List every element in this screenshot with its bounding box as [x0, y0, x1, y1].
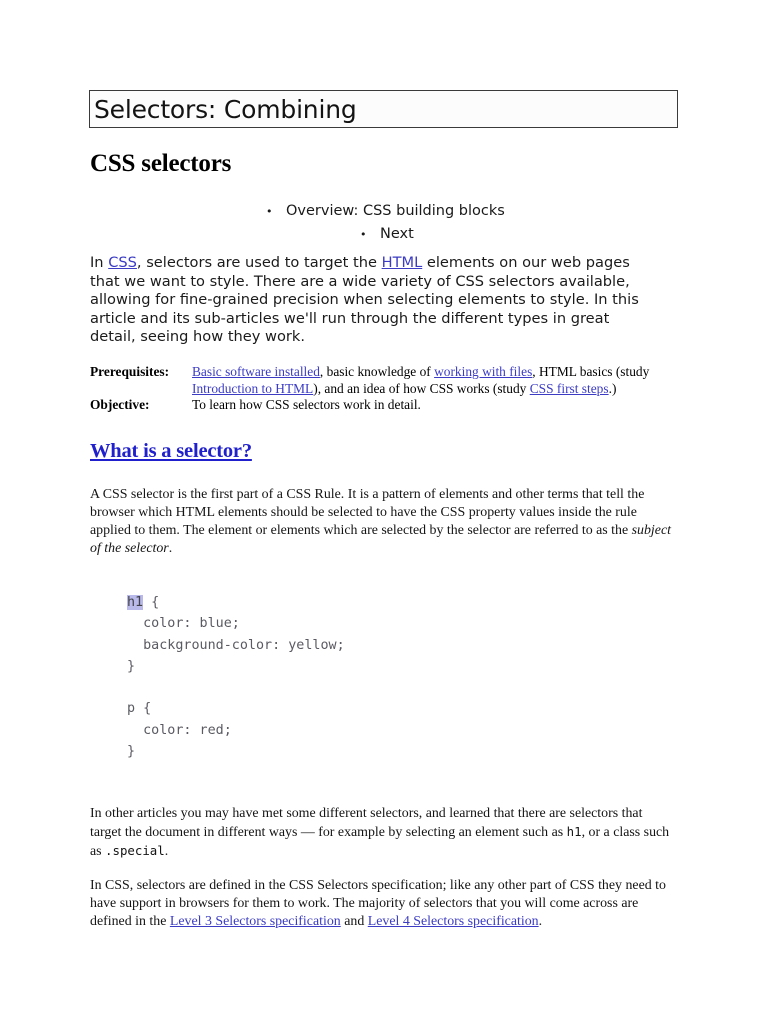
- link-level-4-selectors-specification[interactable]: Level 4 Selectors specification: [367, 914, 539, 929]
- breadcrumb-nav-list: [0, 200, 768, 246]
- inline-code-h1: h1: [566, 824, 582, 839]
- code-rule2-close: }: [127, 744, 136, 760]
- inline-code-special: .special: [105, 843, 165, 858]
- para3-text-a: In CSS, selectors are defined in the CSS Selectors specification; like any other part of CSS they need to have support in browsers for them to work. The majority of selectors that you will come across are defined in the: [90, 878, 666, 929]
- link-html[interactable]: HTML: [381, 254, 423, 271]
- para2-text-a: In other articles you may have met some different selectors, and learned that there are selectors that target the document in different ways — for example by selecting an element such as: [90, 806, 643, 840]
- para2-text-c: .: [164, 844, 169, 859]
- prerequisites-value: [192, 364, 704, 397]
- intro-paragraph: [90, 254, 655, 347]
- prereq-text-3: ), and an idea of how CSS works (study: [313, 380, 530, 396]
- para3-text-b: and: [340, 914, 368, 929]
- code-rule1-brace: {: [143, 595, 160, 610]
- prerequisites-table: [90, 364, 704, 414]
- code-rule1-line3: background-color: yellow;: [127, 637, 345, 653]
- code-block-css-example: [127, 592, 345, 762]
- prereq-text-2: , HTML basics (study: [532, 364, 650, 379]
- code-rule2-line1: p {: [127, 701, 152, 717]
- closing-paragraph-1: [90, 805, 676, 861]
- para3-text-c: .: [538, 914, 543, 929]
- bullet-icon: •: [266, 205, 273, 218]
- list-item[interactable]: [0, 200, 768, 223]
- list-item[interactable]: [0, 223, 768, 246]
- objective-value: To learn how CSS selectors work in detail.: [192, 397, 421, 413]
- intro-text-3: elements on our web pages that we want to style. There are a wide variety of CSS selectors available, allowing for fine-grained precision when selecting elements to style. In this article and its sub-articles we'll run through the different types in great detail, seeing how they work.: [90, 254, 639, 346]
- nav-item-overview[interactable]: Overview: CSS building blocks: [286, 203, 505, 219]
- intro-text-1: In: [90, 254, 109, 271]
- document-title: Selectors: Combining: [94, 94, 357, 124]
- link-css-first-steps[interactable]: CSS first steps: [529, 380, 609, 396]
- link-introduction-to-html[interactable]: Introduction to HTML: [192, 380, 314, 396]
- code-rule1-close: }: [127, 658, 136, 674]
- link-level-3-selectors-specification[interactable]: Level 3 Selectors specification: [169, 914, 341, 929]
- para2-text-b: , or a class such as: [90, 825, 670, 859]
- table-row: [90, 364, 704, 397]
- code-selector-h1: h1: [127, 595, 144, 610]
- table-row: [90, 397, 704, 414]
- section-heading-what-is-a-selector[interactable]: What is a selector?: [90, 440, 252, 462]
- link-working-with-files[interactable]: working with files: [434, 364, 533, 379]
- bullet-icon: •: [360, 228, 367, 241]
- para1-text-b: .: [168, 541, 173, 556]
- page-title: CSS selectors: [90, 150, 232, 177]
- prereq-text-1: , basic knowledge of: [319, 364, 435, 379]
- closing-paragraph-2: [90, 877, 676, 931]
- link-css[interactable]: CSS: [108, 254, 137, 271]
- prereq-text-4: .): [608, 380, 617, 396]
- para1-text-a: A CSS selector is the first part of a CSS Rule. It is a pattern of elements and other terms that tell the browser which HTML elements should be selected to have the CSS property values inside the rule applied to them. The element or elements which are selected by the selector are referred to as the: [90, 487, 645, 538]
- prerequisites-label: Prerequisites:: [90, 364, 170, 379]
- link-basic-software-installed[interactable]: Basic software installed: [192, 364, 320, 379]
- code-rule1-line2: color: blue;: [127, 616, 240, 632]
- objective-label: Objective:: [90, 397, 150, 413]
- code-rule2-line2: color: red;: [127, 722, 232, 738]
- document-title-box: [89, 90, 678, 128]
- intro-text-2: , selectors are used to target the: [136, 254, 382, 271]
- para1-emphasis: subject of the selector: [90, 523, 671, 556]
- section-paragraph-1: [90, 486, 672, 558]
- nav-item-next[interactable]: Next: [380, 226, 414, 242]
